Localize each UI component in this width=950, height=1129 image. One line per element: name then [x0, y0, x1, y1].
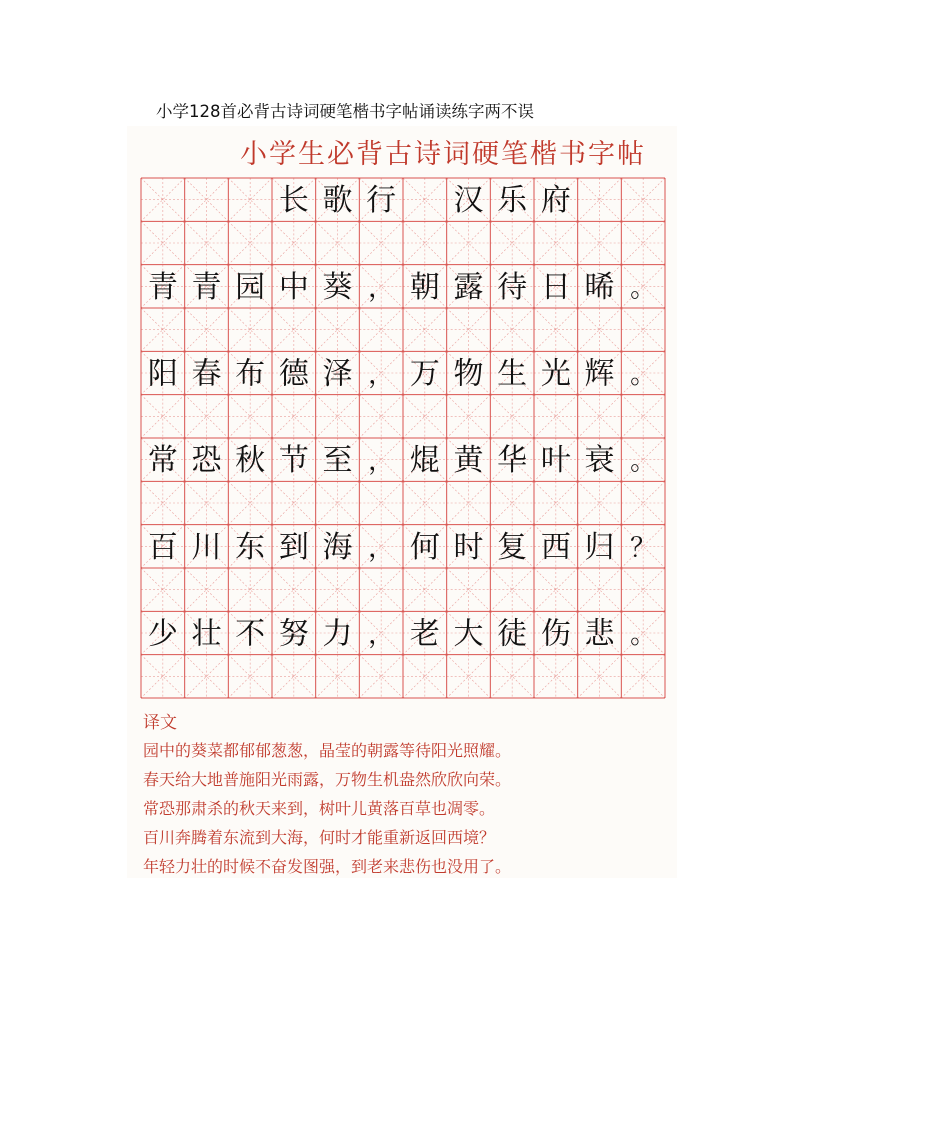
poem-character: 华	[497, 443, 528, 479]
poem-character: 时	[453, 529, 484, 565]
poem-character: 海	[322, 529, 353, 565]
punctuation-mark: ，	[368, 533, 395, 564]
poem-character: 晞	[584, 269, 615, 305]
translation-line: 春天给大地普施阳光雨露，万物生机盎然欣欣向荣。	[143, 770, 512, 789]
poem-character: 德	[278, 356, 309, 392]
poem-character: 大	[453, 616, 484, 652]
poem-character: 常	[147, 443, 178, 479]
poem-character: 老	[409, 616, 440, 652]
poem-character: 复	[497, 529, 528, 565]
poem-character: 行	[366, 183, 397, 219]
poem-character: 黄	[453, 443, 484, 479]
poem-character: 壮	[191, 616, 222, 652]
poem-character: 力	[322, 616, 353, 652]
poem-character: 百	[147, 529, 178, 565]
punctuation-mark: ，	[368, 273, 395, 304]
translation-line: 百川奔腾着东流到大海，何时才能重新返回西境？	[143, 828, 496, 847]
poem-character: 阳	[147, 356, 178, 392]
poem-character: 园	[235, 269, 266, 305]
punctuation-mark: ，	[368, 620, 395, 650]
poem-character: 露	[453, 269, 484, 305]
poem-character: 春	[191, 356, 222, 392]
poem-character: 中	[278, 269, 309, 305]
poem-character: 青	[191, 269, 222, 305]
poem-character: 归	[584, 529, 615, 565]
punctuation-mark: 。	[630, 446, 657, 477]
punctuation-mark: ，	[368, 446, 395, 477]
poem-character: 川	[191, 529, 222, 565]
poem-character: 物	[453, 356, 484, 392]
poem-character: 歌	[322, 183, 353, 219]
poem-character: 叶	[540, 443, 571, 479]
poem-character: 何	[409, 529, 440, 565]
poem-character: 秋	[235, 443, 266, 479]
poem-character: 东	[235, 529, 266, 565]
poem-character: 朝	[409, 269, 440, 305]
punctuation-mark: ，	[368, 360, 395, 390]
poem-character: 焜	[409, 443, 440, 479]
poem-character: 生	[497, 356, 528, 392]
poem-character: 府	[540, 183, 571, 219]
poem-character: 汉	[453, 183, 484, 219]
poem-character: 衰	[584, 443, 615, 479]
document-title: 小学128首必背古诗词硬笔楷书字帖诵读练字两不误	[156, 102, 534, 121]
poem-character: 不	[235, 616, 266, 652]
poem-character: 待	[497, 269, 528, 305]
poem-character: 布	[235, 356, 266, 392]
poem-character: 悲	[584, 616, 615, 652]
poem-character: 徒	[497, 616, 528, 652]
translation-line: 园中的葵菜都郁郁葱葱，晶莹的朝露等待阳光照耀。	[143, 741, 512, 760]
poem-character: 少	[147, 616, 178, 652]
poem-character: 恐	[191, 443, 222, 479]
poem-character: 光	[540, 356, 571, 392]
poem-character: 到	[278, 529, 309, 565]
punctuation-mark: 。	[630, 360, 657, 390]
poem-character: 泽	[322, 356, 353, 392]
poem-character: 青	[147, 269, 178, 305]
poem-character: 日	[540, 269, 571, 305]
poem-character: 努	[278, 616, 309, 652]
poem-character: 葵	[322, 269, 353, 305]
poem-character: 至	[322, 443, 353, 479]
punctuation-mark: ？	[630, 533, 657, 564]
poem-character: 辉	[584, 356, 615, 392]
translation-line: 常恐那肃杀的秋天来到，树叶儿黄落百草也凋零。	[143, 799, 496, 818]
punctuation-mark: 。	[630, 620, 657, 650]
poem-character: 节	[278, 443, 309, 479]
punctuation-mark: 。	[630, 273, 657, 304]
worksheet-banner: 小学生必背古诗词硬笔楷书字帖	[240, 139, 646, 170]
poem-character: 长	[278, 183, 309, 219]
translation-heading: 译文	[143, 713, 177, 733]
poem-character: 伤	[540, 616, 571, 652]
poem-character: 万	[409, 356, 440, 392]
poem-character: 西	[540, 529, 571, 565]
poem-character: 乐	[497, 183, 528, 219]
translation-line: 年轻力壮的时候不奋发图强，到老来悲伤也没用了。	[143, 857, 512, 876]
